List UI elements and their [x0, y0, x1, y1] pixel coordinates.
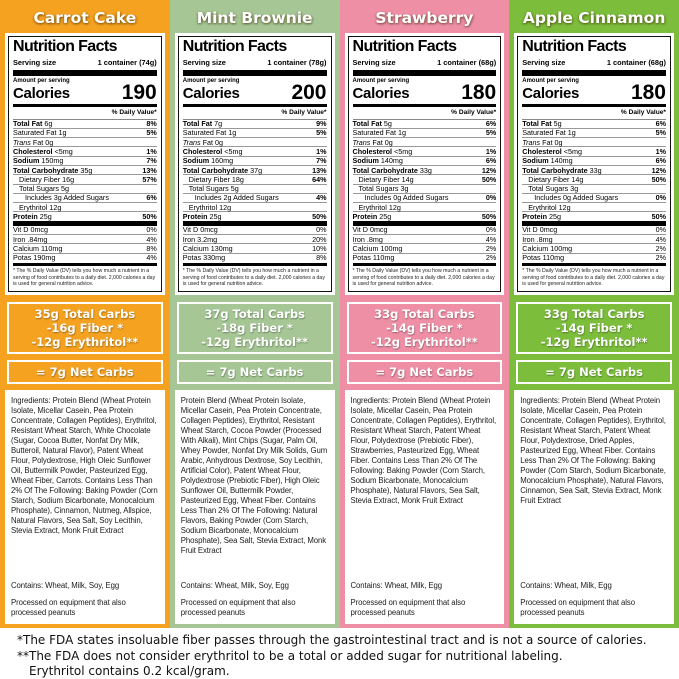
nutrient-name: Trans Fat 0g [13, 137, 54, 147]
nutrient-rows [13, 120, 157, 262]
processed-text: Processed on equipment that also processed peanuts [520, 598, 635, 618]
calories-label: Calories [13, 84, 70, 102]
daily-value: 12% [481, 165, 497, 175]
calories-value: 190 [121, 80, 157, 104]
daily-value: 5% [146, 128, 157, 138]
ingredients-box [514, 390, 674, 624]
calories-value: 180 [461, 80, 497, 104]
carb-summary [347, 302, 503, 354]
carb-summary-line: 33g Total Carbs [543, 307, 645, 321]
carb-summary-line: -12g Erythritol** [201, 335, 308, 349]
daily-value: 2% [655, 253, 666, 263]
calories-label: Calories [182, 84, 240, 102]
serving-size-row [183, 56, 327, 70]
nutrient-name: Total Sugars 3g [358, 184, 409, 194]
ingredients-box [175, 390, 335, 624]
serving-size-row [13, 56, 157, 70]
nutrient-name: Total Carbohydrate 33g [352, 165, 432, 175]
daily-value: 0% [485, 225, 497, 235]
nutrient-name: Vit D 0mcg [522, 225, 558, 235]
footnote-erythritol: **The FDA does not consider erythritol to be a total or added sugar for nutritional labeling. [17, 648, 563, 663]
flavor-title: Strawberry [375, 9, 474, 27]
ingredients-text: Protein Blend (Wheat Protein Isolate, Micellar Casein, Pea Protein Concentrate, Collagen Peptides), Erythritol, Resistant Wheat Starch, Cocoa Powder (Processed With Alkali), Mint Chips (Sugar, Palm Oil, Whey Powder, Nonfat Dry Milk Solids, Gum Arabic, Anhydrous Dextrose, Soy Lecithin, Artificial Color), Patent Wheat Flour, Polydextrose (Prebiotic Fiber), High Oleic Sunflower Oil, Buttermilk Powder, Pasteurized Egg, Wheat Fiber. Contains Less Than 2% Of The Following: Natural Flavors, Baking Powder (Corn Starch, Sodium Bicarbonate, Monocalcium Phosphate), Sea Salt, Stevia Extract, Monk Fruit Extract [180, 396, 328, 555]
nutrient-name: Vit D 0mcg [13, 225, 49, 235]
nutrient-name: Protein 25g [13, 211, 52, 221]
nutrient-name: Total Fat 6g [13, 119, 53, 129]
nutrient-row [353, 254, 497, 262]
daily-value: 13% [312, 165, 327, 175]
nutrient-name: Cholesterol <5mg [522, 147, 582, 157]
contains-text: Contains: Wheat, Milk, Egg [520, 581, 612, 591]
dv-footnote: * The % Daily Value (DV) tells you how much a nutrient in a serving of food contributes to a daily diet. 2,000 calories a day is used for general nutrition advice. [353, 263, 497, 288]
nutrition-label [175, 33, 335, 295]
ingredients-text: Ingredients: Protein Blend (Wheat Protein Isolate, Micellar Casein, Pea Protein Concentrate, Collagen Peptides), Erythritol, Resistant Wheat Starch, White Chocolate (Sugar, Cocoa Butter, Nonfat Dry Milk, Butteroil, Natural Flavor), Patent Wheat Flour, Polydextrose, High Oleic Sunflower Oil, Buttermilk Powder, Pasteurized Egg, Wheat Fiber, Carrots. Contains Less Than 2% Of The Following: Baking Powder (Corn Starch, Sodium Bicarbonate, Monocalcium Phosphate), Cinnamon, Nutmeg, Allspice, Natural Flavors, Sea Salt, Soy Lecithin, Stevia Extract, Monk Fruit Extract [11, 396, 158, 535]
nutrient-name: Saturated Fat 1g [352, 128, 407, 138]
serving-size-row [522, 56, 666, 70]
nutrient-name: Total Fat 5g [352, 119, 392, 129]
nutrient-name: Vit D 0mcg [182, 225, 218, 235]
nutrient-name: Sodium 150mg [13, 156, 64, 166]
nutrient-name: Cholesterol <5mg [13, 147, 73, 157]
daily-value: 20% [312, 234, 327, 244]
daily-value: 5% [655, 128, 666, 138]
nutrient-name: Protein 25g [182, 211, 222, 221]
nutrition-facts-title: Nutrition Facts [13, 38, 117, 55]
nutrition-facts-title: Nutrition Facts [352, 38, 457, 55]
daily-value: 8% [146, 243, 157, 253]
nutrient-name: Cholesterol <5mg [182, 147, 243, 157]
nutrient-name: Iron .8mg [352, 234, 383, 244]
nutrient-name: Protein 25g [352, 211, 392, 221]
carb-summary-line: -12g Erythritol** [371, 335, 478, 349]
nutrient-name: Potas 110mg [352, 253, 395, 263]
calories-label: Calories [522, 84, 580, 102]
ingredients-text: Ingredients: Protein Blend (Wheat Protein Isolate, Micellar Casein, Pea Protein Concentrate, Collagen Peptides), Erythritol, Resistant Wheat Starch, Patent Wheat Flour, Polydextrose (Prebiotic Fiber), Strawberries, Pasteurized Egg, Wheat Fiber. Contains Less Than 2% Of The Following: Baking Powder (Corn Starch, Sodium Bicarbonate, Monocalcium Phosphate), Natural Flavors, Sea Salt, Stevia Extract, Monk Fruit Extract [350, 396, 497, 505]
daily-value: 12% [651, 165, 666, 175]
nutrition-label [345, 33, 505, 295]
carb-summary-line: -16g Fiber * [46, 321, 124, 335]
carb-summary-line: -18g Fiber * [216, 321, 293, 335]
amount-per-serving-label: Amount per serving [13, 77, 70, 84]
ingredients-box [345, 390, 505, 624]
carb-summary-line: 37g Total Carbs [204, 307, 305, 321]
nutrient-name: Erythritol 12g [188, 202, 232, 212]
daily-value: 4% [316, 193, 327, 203]
nutrient-name: Vit D 0mcg [352, 225, 388, 235]
daily-value: 6% [146, 193, 157, 203]
daily-value: 0% [316, 225, 327, 235]
daily-value: 4% [146, 253, 157, 263]
flavor-panel [340, 0, 510, 628]
nutrient-name: Iron 3.2mg [182, 234, 218, 244]
carb-summary-line: -14g Fiber * [386, 321, 463, 335]
nutrient-name: Total Fat 5g [522, 119, 562, 129]
nutrient-rows [183, 120, 327, 262]
net-carbs: = 7g Net Carbs [177, 360, 333, 384]
calories-label: Calories [352, 84, 410, 102]
nutrient-name: Sodium 140mg [352, 156, 403, 166]
nutrient-name: Protein 25g [522, 211, 562, 221]
daily-value: 2% [485, 253, 497, 263]
daily-value: 8% [146, 119, 157, 129]
daily-value-header: % Daily Value* [183, 107, 327, 120]
serving-size-label: Serving size [352, 57, 396, 67]
daily-value: 10% [312, 243, 327, 253]
nutrient-row [522, 254, 666, 262]
daily-value: 0% [655, 193, 666, 203]
nutrient-row [183, 212, 327, 225]
daily-value: 0% [655, 225, 666, 235]
nutrient-name: Total Sugars 5g [19, 184, 69, 194]
carb-summary [7, 302, 163, 354]
nutrient-name: Erythritol 12g [528, 202, 571, 212]
serving-size-row [353, 56, 497, 70]
nutrient-name: Saturated Fat 1g [182, 128, 237, 138]
dv-footnote: * The % Daily Value (DV) tells you how much a nutrient in a serving of food contributes to a daily diet. 2,000 calories a day is used for general nutrition advice. [13, 263, 157, 288]
nutrient-name: Calcium 110mg [13, 243, 63, 253]
serving-size-value: 1 container (78g) [267, 57, 327, 67]
nutrient-row [13, 254, 157, 262]
flavor-panel [0, 0, 170, 628]
footnote-fiber: *The FDA states insoluable fiber passes through the gastrointestinal tract and is not a source of calories. [17, 633, 647, 647]
daily-value: 50% [312, 211, 327, 221]
carb-summary-line: -12g Erythritol** [31, 335, 139, 349]
nutrient-name: Cholesterol <5mg [352, 147, 413, 157]
nutrient-name: Dietary Fiber 16g [19, 174, 75, 184]
daily-value: 0% [146, 225, 157, 235]
nutrient-name: Trans Fat 0g [522, 137, 563, 147]
daily-value: 5% [485, 128, 497, 138]
amount-per-serving-label: Amount per serving [352, 77, 410, 84]
daily-value: 6% [485, 119, 497, 129]
nutrient-name: Includes 0g Added Sugars [364, 193, 449, 203]
daily-value: 50% [651, 211, 666, 221]
nutrient-name: Potas 190mg [13, 253, 56, 263]
nutrition-label-inner [8, 36, 162, 292]
serving-size-label: Serving size [182, 57, 226, 67]
daily-value: 4% [485, 234, 497, 244]
nutrient-name: Sodium 160mg [182, 156, 234, 166]
nutrition-label-inner [348, 36, 502, 292]
amount-per-serving-label: Amount per serving [522, 77, 579, 84]
dv-footnote: * The % Daily Value (DV) tells you how much a nutrient in a serving of food contributes to a daily diet. 2,000 calories a day is used for general nutrition advice. [183, 263, 327, 288]
flavor-title: Mint Brownie [196, 9, 313, 27]
daily-value: 4% [146, 234, 157, 244]
net-carbs: = 7g Net Carbs [7, 360, 163, 384]
daily-value: 7% [146, 156, 157, 166]
daily-value: 64% [312, 174, 327, 184]
carb-summary-line: 35g Total Carbs [34, 307, 136, 321]
serving-size-value: 1 container (68g) [606, 57, 666, 67]
daily-value: 9% [316, 119, 327, 129]
nutrient-row [13, 212, 157, 225]
calories-value: 180 [630, 80, 666, 104]
daily-value-header: % Daily Value* [522, 107, 666, 120]
flavor-title: Apple Cinnamon [522, 9, 666, 27]
serving-size-value: 1 container (68g) [437, 57, 497, 67]
nutrient-name: Total Carbohydrate 33g [522, 165, 602, 175]
nutrient-name: Total Sugars 5g [188, 184, 239, 194]
processed-text: Processed on equipment that also processed peanuts [180, 598, 296, 618]
contains-text: Contains: Wheat, Milk, Soy, Egg [180, 581, 289, 591]
nutrient-name: Trans Fat 0g [352, 137, 393, 147]
nutrition-label-inner [517, 36, 671, 292]
ingredients-text: Ingredients: Protein Blend (Wheat Protein Isolate, Micellar Casein, Pea Protein Concentrate, Collagen Peptides), Erythritol, Resistant Wheat Starch, Patent Wheat Flour, Polydextrose, Dried Apples, Pasteurized Egg, Wheat Fiber. Contains Less Than 2% Of The Following: Baking Powder (Corn Starch, Sodium Bicarbonate, Monocalcium Phosphate), Natural Flavors, Cinnamon, Sea Salt, Stevia Extract, Monk Fruit Extract [520, 396, 666, 505]
carb-summary-line: 33g Total Carbs [374, 307, 475, 321]
daily-value: 8% [316, 253, 327, 263]
nutrient-name: Dietary Fiber 14g [528, 174, 584, 184]
nutrient-name: Iron .8mg [522, 234, 553, 244]
nutrient-name: Sodium 140mg [522, 156, 573, 166]
nutrient-name: Includes 3g Added Sugars [25, 193, 109, 203]
serving-size-value: 1 container (74g) [97, 57, 157, 67]
nutrient-name: Includes 0g Added Sugars [534, 193, 619, 203]
net-carbs: = 7g Net Carbs [347, 360, 503, 384]
nutrient-name: Potas 110mg [522, 253, 565, 263]
daily-value: 50% [651, 174, 666, 184]
ingredients-box [5, 390, 165, 624]
nutrient-name: Iron .84mg [13, 234, 48, 244]
daily-value: 2% [485, 243, 497, 253]
daily-value: 2% [655, 243, 666, 253]
daily-value: 50% [481, 174, 497, 184]
net-carbs: = 7g Net Carbs [516, 360, 672, 384]
nutrient-name: Total Sugars 3g [528, 184, 579, 194]
flavor-panel [509, 0, 679, 628]
daily-value: 6% [655, 156, 666, 166]
fda-footnotes [0, 628, 679, 679]
daily-value-header: % Daily Value* [353, 107, 497, 120]
nutrition-label [5, 33, 165, 295]
nutrient-name: Includes 2g Added Sugars [194, 193, 279, 203]
flavor-title: Carrot Cake [33, 9, 137, 27]
carb-summary-line: -14g Fiber * [555, 321, 633, 335]
serving-size-label: Serving size [13, 57, 57, 67]
nutrient-name: Calcium 100mg [522, 243, 573, 253]
nutrition-label-inner [178, 36, 332, 292]
nutrient-row [183, 254, 327, 262]
nutrition-facts-title: Nutrition Facts [182, 38, 287, 55]
contains-text: Contains: Wheat, Milk, Egg [350, 581, 442, 591]
nutrient-row [522, 212, 666, 225]
nutrient-name: Dietary Fiber 18g [188, 174, 244, 184]
carb-summary-line: -12g Erythritol** [540, 335, 648, 349]
nutrition-label [514, 33, 674, 295]
daily-value: 4% [655, 234, 666, 244]
daily-value: 13% [142, 165, 157, 175]
daily-value-header: % Daily Value* [13, 107, 157, 120]
calories-value: 200 [291, 80, 327, 104]
nutrient-name: Total Fat 7g [182, 119, 223, 129]
footnote-erythritol-kcal: Erythritol contains 0.2 kcal/gram. [29, 664, 230, 679]
nutrient-name: Calcium 130mg [182, 243, 233, 253]
amount-per-serving-label: Amount per serving [182, 77, 240, 84]
nutrient-name: Erythritol 12g [358, 202, 401, 212]
daily-value: 1% [485, 147, 497, 157]
nutrient-name: Dietary Fiber 14g [358, 174, 414, 184]
carb-summary [177, 302, 333, 354]
daily-value: 50% [481, 211, 497, 221]
flavor-panel [170, 0, 340, 628]
nutrient-name: Erythritol 12g [19, 202, 62, 212]
dv-footnote: * The % Daily Value (DV) tells you how much a nutrient in a serving of food contributes to a daily diet. 2,000 calories a day is used for general nutrition advice. [522, 263, 666, 288]
nutrient-name: Trans Fat 0g [182, 137, 223, 147]
nutrient-name: Calcium 100mg [352, 243, 403, 253]
daily-value: 1% [146, 147, 157, 157]
nutrient-row [353, 212, 497, 225]
contains-text: Contains: Wheat, Milk, Soy, Egg [11, 581, 120, 591]
processed-text: Processed on equipment that also processed peanuts [11, 598, 126, 618]
daily-value: 6% [485, 156, 497, 166]
nutrient-name: Total Carbohydrate 37g [182, 165, 263, 175]
nutrient-rows [522, 120, 666, 262]
daily-value: 5% [316, 128, 327, 138]
daily-value: 6% [655, 119, 666, 129]
nutrient-name: Saturated Fat 1g [522, 128, 576, 138]
daily-value: 0% [485, 193, 497, 203]
daily-value: 7% [316, 156, 327, 166]
nutrient-name: Saturated Fat 1g [13, 128, 67, 138]
nutrient-name: Potas 330mg [182, 253, 226, 263]
daily-value: 50% [142, 211, 157, 221]
serving-size-label: Serving size [522, 57, 566, 67]
daily-value: 57% [142, 174, 157, 184]
daily-value: 1% [655, 147, 666, 157]
processed-text: Processed on equipment that also processed peanuts [350, 598, 466, 618]
nutrition-facts-title: Nutrition Facts [522, 38, 627, 55]
nutrient-name: Total Carbohydrate 35g [13, 165, 93, 175]
carb-summary [516, 302, 672, 354]
nutrient-rows [353, 120, 497, 262]
daily-value: 1% [316, 147, 327, 157]
